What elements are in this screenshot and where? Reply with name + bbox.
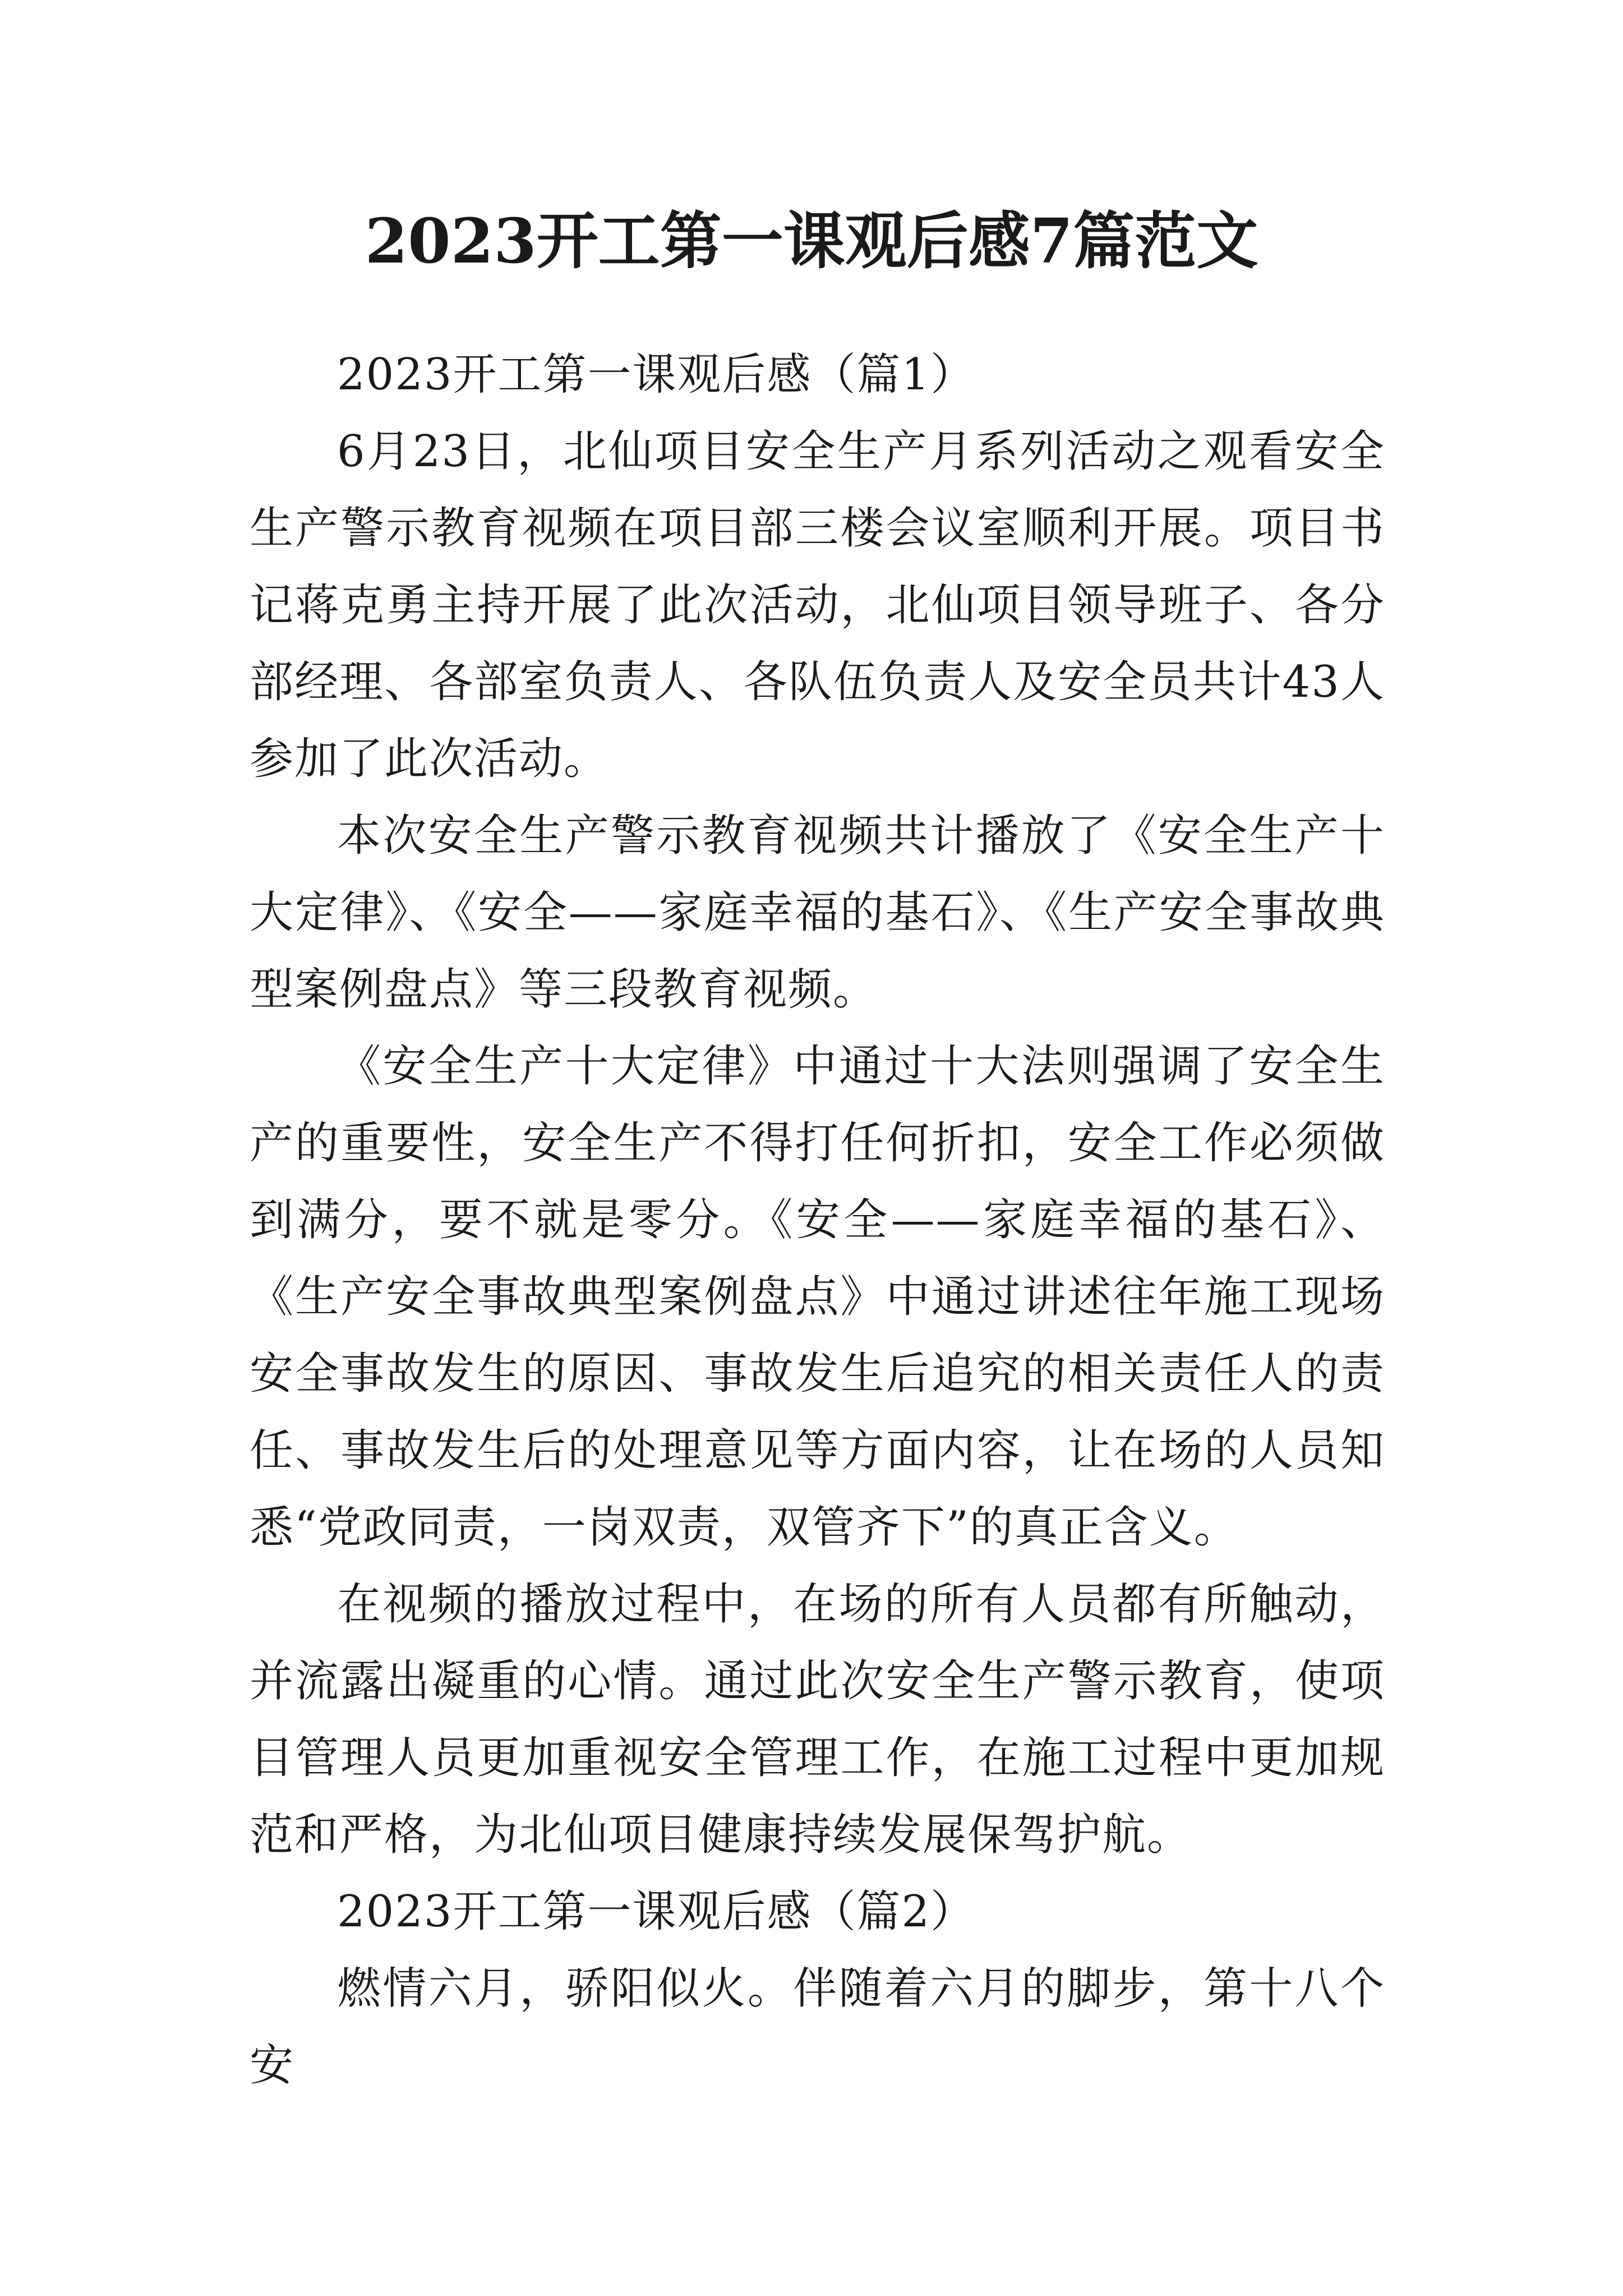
paragraph: 在视频的播放过程中，在场的所有人员都有所触动，并流露出凝重的心情。通过此次安全生产警示教育，使项目管理人员更加重视安全管理工作，在施工过程中更加规范和严格，为北仙项目健康持续发展保驾护航。: [250, 1579, 1385, 1860]
paragraph: 《安全生产十大定律》中通过十大法则强调了安全生产的重要性，安全生产不得打任何折扣，安全工作必须做到满分，要不就是零分。《安全——家庭幸福的基石》、《生产安全事故典型案例盘点》中通过讲述往年施工现场安全事故发生的原因、事故发生后追究的相关责任人的责任、事故发生后的处理意见等方面内容，让在场的人员知悉“党政同责，一岗双责，双管齐下”的真正含义。: [250, 1041, 1385, 1553]
document-title: 2023开工第一课观后感7篇范文: [365, 205, 1258, 277]
paragraph: 6月23日，北仙项目安全生产月系列活动之观看安全生产警示教育视频在项目部三楼会议室顺利开展。项目书记蒋克勇主持开展了此次活动，北仙项目领导班子、各分部经理、各部室负责人、各队伍负责人及安全员共计43人参加了此次活动。: [250, 426, 1385, 784]
document-body: [250, 337, 1385, 2104]
section-heading-1: 2023开工第一课观后感（篇1）: [337, 349, 976, 400]
section-heading-2: 2023开工第一课观后感（篇2）: [337, 1887, 976, 1937]
paragraph: 燃情六月，骄阳似火。伴随着六月的脚步，第十八个安: [250, 1963, 1385, 2091]
paragraph: 本次安全生产警示教育视频共计播放了《安全生产十大定律》、《安全——家庭幸福的基石》、《生产安全事故典型案例盘点》等三段教育视频。: [250, 811, 1385, 1015]
